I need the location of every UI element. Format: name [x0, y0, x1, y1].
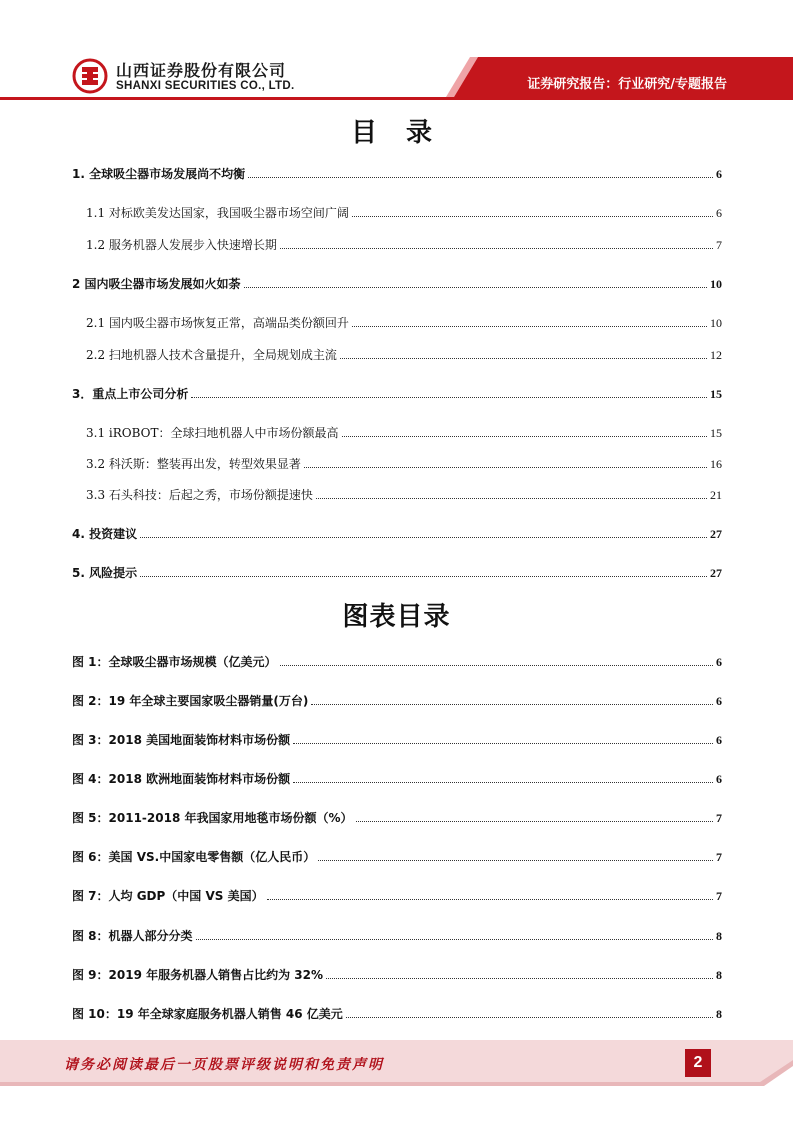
toc-entry[interactable] — [72, 563, 722, 581]
toc-entry[interactable] — [72, 274, 722, 292]
toc-entry[interactable] — [86, 454, 722, 472]
toc-entry-page: 10 — [710, 277, 722, 291]
leader-dots — [340, 357, 707, 359]
figure-entry[interactable] — [72, 808, 722, 826]
figure-entry-page: 7 — [716, 850, 722, 864]
figure-entry-page: 6 — [716, 655, 722, 669]
leader-dots — [248, 176, 713, 178]
figure-entry-page: 6 — [716, 733, 722, 747]
figure-entry-page: 8 — [716, 968, 722, 982]
leader-dots — [280, 664, 713, 666]
toc-entry-label: 4. 投资建议 — [72, 527, 138, 541]
footer-band — [0, 1040, 793, 1122]
toc-entry-page: 21 — [710, 488, 722, 502]
toc-entry-page: 16 — [710, 457, 722, 471]
leader-dots — [356, 820, 713, 822]
figure-entry-page: 6 — [716, 694, 722, 708]
leader-dots — [352, 325, 707, 327]
figure-entry[interactable] — [72, 652, 722, 670]
report-type-label: 证券研究报告：行业研究/专题报告 — [527, 77, 727, 92]
toc-entry[interactable] — [86, 485, 722, 503]
toc-entry-page: 27 — [710, 527, 722, 541]
toc-entry-page: 15 — [710, 426, 722, 440]
figure-entry-label: 图 3：2018 美国地面装饰材料市场份额 — [72, 733, 291, 747]
toc-entry-label: 2 国内吸尘器市场发展如火如荼 — [72, 277, 241, 291]
figure-entry[interactable] — [72, 1004, 722, 1022]
company-name-cn: 山西证券股份有限公司 — [116, 61, 287, 80]
toc-entry[interactable] — [72, 384, 722, 402]
toc-entry-page: 10 — [710, 316, 722, 330]
toc-entry-page: 15 — [710, 387, 722, 401]
toc-entry-page: 12 — [710, 348, 722, 362]
toc-entry-label: 5. 风险提示 — [72, 566, 138, 580]
toc-title: 目 录 — [350, 118, 443, 148]
toc-entry[interactable] — [86, 235, 722, 253]
leader-dots — [191, 396, 707, 398]
toc-entry-label: 3.2 科沃斯：整装再出发，转型效果显著 — [86, 457, 301, 471]
toc-entry-label: 1.1 对标欧美发达国家，我国吸尘器市场空间广阔 — [86, 206, 349, 220]
figure-entry-label: 图 10：19 年全球家庭服务机器人销售 46 亿美元 — [72, 1007, 343, 1021]
toc-entry-label: 3．重点上市公司分析 — [72, 387, 189, 401]
toc-entry[interactable] — [86, 423, 722, 441]
leader-dots — [326, 977, 713, 979]
figure-entry-page: 6 — [716, 772, 722, 786]
leader-dots — [196, 938, 713, 940]
leader-dots — [244, 286, 707, 288]
toc-entry-label: 2.2 扫地机器人技术含量提升，全局规划成主流 — [86, 348, 337, 362]
figure-entry[interactable] — [72, 886, 722, 904]
figure-entry-page: 8 — [716, 929, 722, 943]
figure-entry-label: 图 9：2019 年服务机器人销售占比约为 32% — [72, 968, 324, 982]
leader-dots — [352, 215, 713, 217]
toc-entry-label: 2.1 国内吸尘器市场恢复正常，高端品类份额回升 — [86, 316, 349, 330]
figure-entry[interactable] — [72, 926, 722, 944]
figure-entry-page: 7 — [716, 811, 722, 825]
figure-entry[interactable] — [72, 769, 722, 787]
toc-entry[interactable] — [86, 345, 722, 363]
leader-dots — [293, 781, 713, 783]
footer-disclaimer: 请务必阅读最后一页股票评级说明和免责声明 — [64, 1057, 384, 1073]
toc-entry[interactable] — [86, 203, 722, 221]
toc-entry-page: 6 — [716, 167, 722, 181]
figure-entry-label: 图 5：2011-2018 年我国家用地毯市场份额（%） — [72, 811, 353, 825]
figure-list-title: 图表目录 — [342, 602, 451, 632]
toc-entry-page: 7 — [716, 238, 722, 252]
leader-dots — [304, 466, 707, 468]
figure-entry-page: 7 — [716, 889, 722, 903]
toc-entry-label: 1.2 服务机器人发展步入快速增长期 — [86, 238, 277, 252]
figure-entry[interactable] — [72, 691, 722, 709]
toc-entry-page: 6 — [716, 206, 722, 220]
figure-entry[interactable] — [72, 965, 722, 983]
figure-entry[interactable] — [72, 730, 722, 748]
leader-dots — [342, 435, 708, 437]
figure-entry-label: 图 8：机器人部分分类 — [72, 929, 193, 943]
toc-entry-label: 3.3 石头科技：后起之秀，市场份额提速快 — [86, 488, 313, 502]
leader-dots — [280, 247, 713, 249]
leader-dots — [140, 536, 707, 538]
leader-dots — [346, 1016, 713, 1018]
company-logo-icon — [72, 58, 108, 94]
figure-entry-label: 图 4：2018 欧洲地面装饰材料市场份额 — [72, 772, 291, 786]
leader-dots — [140, 575, 707, 577]
page-header — [0, 0, 793, 104]
leader-dots — [318, 859, 713, 861]
figure-entry-label: 图 2：19 年全球主要国家吸尘器销量(万台) — [72, 694, 309, 708]
figure-entry-label: 图 7：人均 GDP（中国 VS 美国） — [72, 889, 264, 903]
page-number: 2 — [685, 1049, 711, 1077]
toc-entry[interactable] — [72, 164, 722, 182]
toc-entry[interactable] — [86, 313, 722, 331]
figure-entry-label: 图 6：美国 VS.中国家电零售额（亿人民币） — [72, 850, 316, 864]
toc-entry-label: 1. 全球吸尘器市场发展尚不均衡 — [72, 167, 246, 181]
leader-dots — [316, 497, 707, 499]
toc-entry-label: 3.1 iROBOT：全球扫地机器人中市场份额最高 — [86, 426, 339, 440]
figure-entry[interactable] — [72, 847, 722, 865]
toc-entry[interactable] — [72, 524, 722, 542]
figure-entry-page: 8 — [716, 1007, 722, 1021]
toc-entry-page: 27 — [710, 566, 722, 580]
figure-entry-label: 图 1：全球吸尘器市场规模（亿美元） — [72, 655, 277, 669]
company-name-en: SHANXI SECURITIES CO., LTD. — [116, 80, 295, 92]
leader-dots — [267, 898, 713, 900]
leader-dots — [293, 742, 713, 744]
leader-dots — [311, 703, 713, 705]
